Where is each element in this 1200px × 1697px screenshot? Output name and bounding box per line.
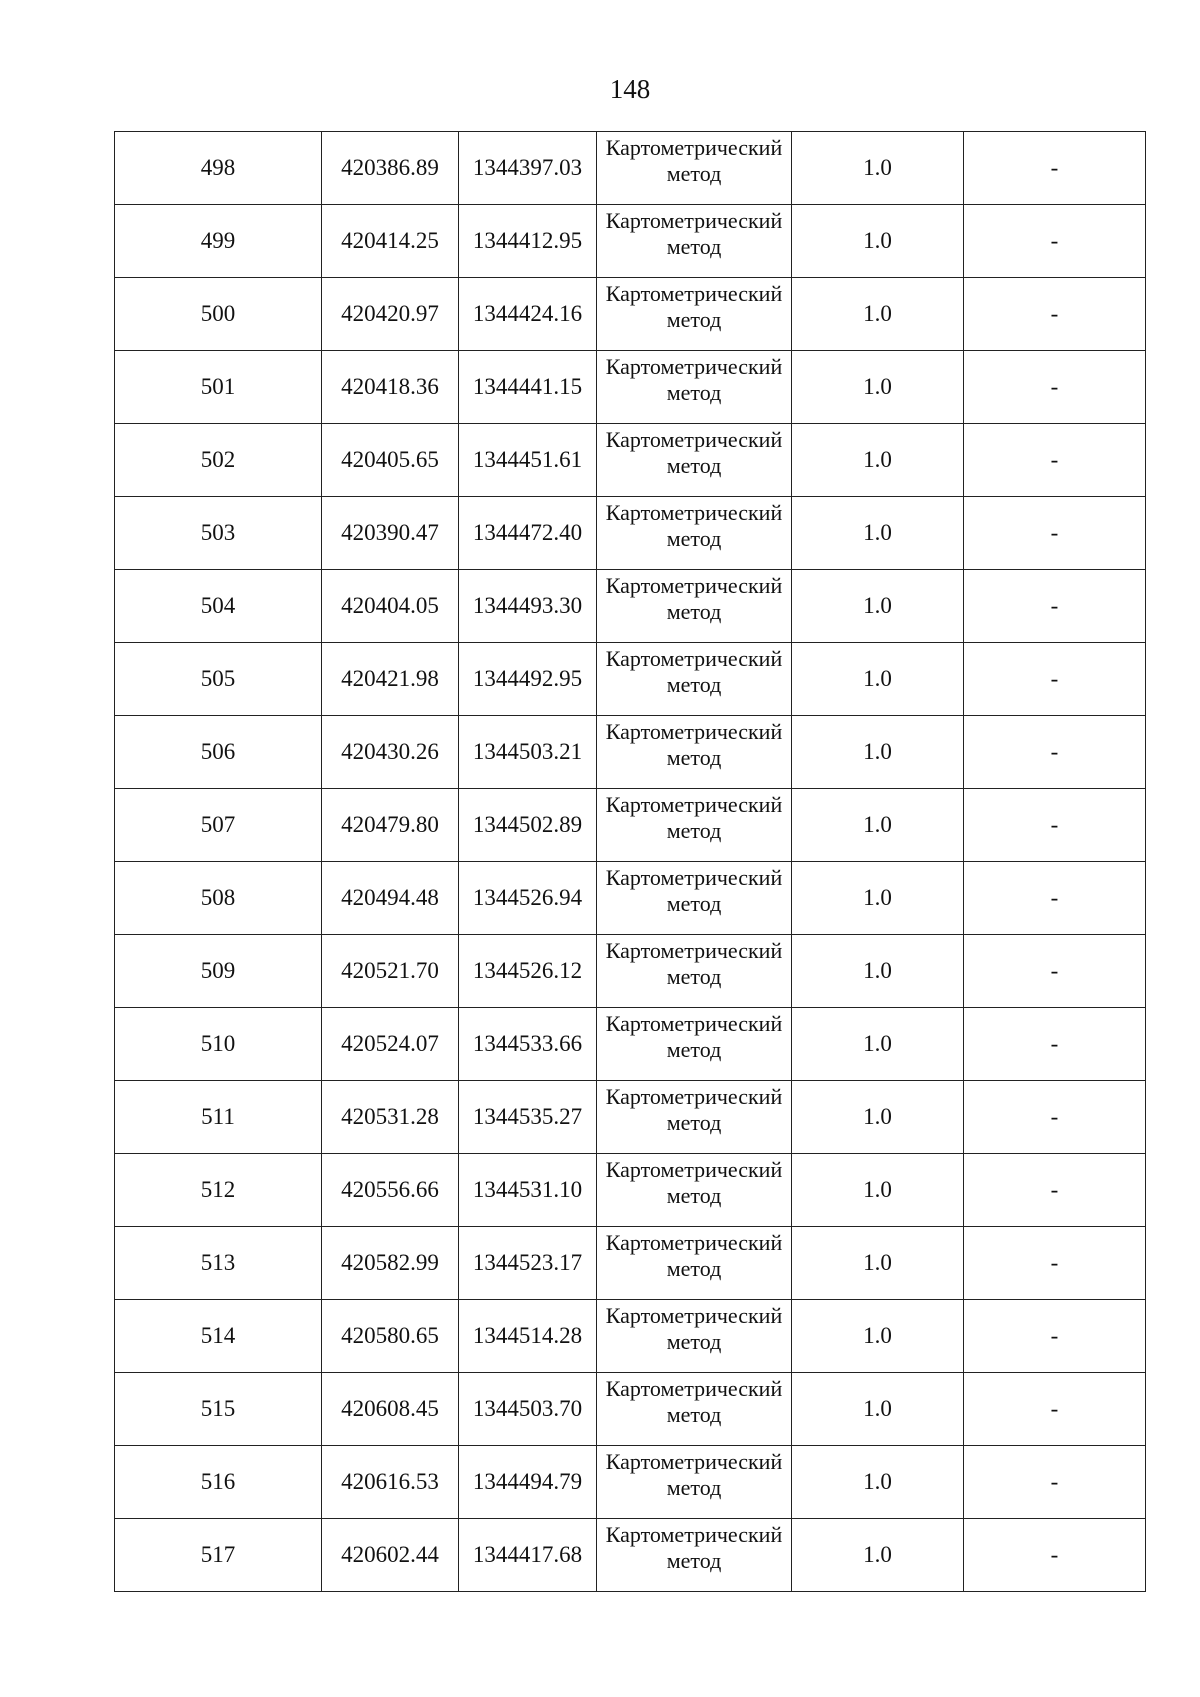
method-cell — [597, 1227, 792, 1300]
y-coordinate-cell: 1344397.03 — [459, 132, 597, 205]
method-cell — [597, 789, 792, 862]
x-coordinate-cell: 420616.53 — [322, 1446, 459, 1519]
table-row — [115, 1300, 1146, 1373]
point-number-cell: 515 — [115, 1373, 322, 1446]
method-text-line1: Картометрический — [605, 1376, 783, 1401]
x-coordinate-cell: 420494.48 — [322, 862, 459, 935]
method-cell — [597, 935, 792, 1008]
method-text-line1: Картометрический — [605, 865, 783, 890]
note-cell: - — [964, 132, 1146, 205]
table-row — [115, 278, 1146, 351]
method-cell — [597, 132, 792, 205]
method-text-line1: Картометрический — [605, 1449, 783, 1474]
method-text-line2: метод — [666, 1402, 722, 1427]
x-coordinate-cell: 420580.65 — [322, 1300, 459, 1373]
method-cell — [597, 497, 792, 570]
y-coordinate-cell: 1344417.68 — [459, 1519, 597, 1592]
x-coordinate-cell: 420405.65 — [322, 424, 459, 497]
table-row — [115, 789, 1146, 862]
method-text-line2: метод — [666, 1110, 722, 1135]
table-row — [115, 351, 1146, 424]
point-number-cell: 511 — [115, 1081, 322, 1154]
method-cell — [597, 862, 792, 935]
method-text-line1: Картометрический — [605, 208, 783, 233]
point-number-cell: 514 — [115, 1300, 322, 1373]
table-row — [115, 1519, 1146, 1592]
method-text-line1: Картометрический — [605, 1011, 783, 1036]
y-coordinate-cell: 1344503.21 — [459, 716, 597, 789]
x-coordinate-cell: 420602.44 — [322, 1519, 459, 1592]
method-text-line2: метод — [666, 745, 722, 770]
accuracy-cell: 1.0 — [792, 278, 964, 351]
y-coordinate-cell: 1344492.95 — [459, 643, 597, 716]
method-text-line1: Картометрический — [605, 1230, 783, 1255]
x-coordinate-cell: 420414.25 — [322, 205, 459, 278]
method-text-line1: Картометрический — [605, 281, 783, 306]
x-coordinate-cell: 420524.07 — [322, 1008, 459, 1081]
point-number-cell: 508 — [115, 862, 322, 935]
point-number-cell: 500 — [115, 278, 322, 351]
table-row — [115, 424, 1146, 497]
note-cell: - — [964, 1300, 1146, 1373]
method-text-line1: Картометрический — [605, 792, 783, 817]
accuracy-cell: 1.0 — [792, 497, 964, 570]
table-row — [115, 862, 1146, 935]
x-coordinate-cell: 420420.97 — [322, 278, 459, 351]
point-number-cell: 499 — [115, 205, 322, 278]
accuracy-cell: 1.0 — [792, 862, 964, 935]
x-coordinate-cell: 420531.28 — [322, 1081, 459, 1154]
accuracy-cell: 1.0 — [792, 789, 964, 862]
y-coordinate-cell: 1344472.40 — [459, 497, 597, 570]
note-cell: - — [964, 205, 1146, 278]
method-cell — [597, 278, 792, 351]
point-number-cell: 504 — [115, 570, 322, 643]
table-row — [115, 1373, 1146, 1446]
note-cell: - — [964, 1373, 1146, 1446]
note-cell: - — [964, 1081, 1146, 1154]
accuracy-cell: 1.0 — [792, 132, 964, 205]
method-text-line2: метод — [666, 161, 722, 186]
note-cell: - — [964, 935, 1146, 1008]
y-coordinate-cell: 1344494.79 — [459, 1446, 597, 1519]
accuracy-cell: 1.0 — [792, 643, 964, 716]
method-text-line1: Картометрический — [605, 1084, 783, 1109]
note-cell: - — [964, 1154, 1146, 1227]
accuracy-cell: 1.0 — [792, 351, 964, 424]
point-number-cell: 509 — [115, 935, 322, 1008]
method-text-line1: Картометрический — [605, 1522, 783, 1547]
y-coordinate-cell: 1344535.27 — [459, 1081, 597, 1154]
table-row — [115, 1154, 1146, 1227]
accuracy-cell: 1.0 — [792, 570, 964, 643]
note-cell: - — [964, 643, 1146, 716]
point-number-cell: 516 — [115, 1446, 322, 1519]
note-cell: - — [964, 570, 1146, 643]
note-cell: - — [964, 716, 1146, 789]
method-cell — [597, 1446, 792, 1519]
method-text-line2: метод — [666, 1256, 722, 1281]
method-cell — [597, 1300, 792, 1373]
accuracy-cell: 1.0 — [792, 424, 964, 497]
x-coordinate-cell: 420386.89 — [322, 132, 459, 205]
method-cell — [597, 1008, 792, 1081]
point-number-cell: 512 — [115, 1154, 322, 1227]
method-text-line1: Картометрический — [605, 135, 783, 160]
y-coordinate-cell: 1344526.12 — [459, 935, 597, 1008]
method-cell — [597, 570, 792, 643]
x-coordinate-cell: 420479.80 — [322, 789, 459, 862]
y-coordinate-cell: 1344502.89 — [459, 789, 597, 862]
method-text-line2: метод — [666, 234, 722, 259]
method-text-line2: метод — [666, 891, 722, 916]
point-number-cell: 513 — [115, 1227, 322, 1300]
method-text-line1: Картометрический — [605, 1303, 783, 1328]
y-coordinate-cell: 1344451.61 — [459, 424, 597, 497]
y-coordinate-cell: 1344412.95 — [459, 205, 597, 278]
method-text-line2: метод — [666, 599, 722, 624]
accuracy-cell: 1.0 — [792, 1373, 964, 1446]
accuracy-cell: 1.0 — [792, 205, 964, 278]
method-text-line2: метод — [666, 1037, 722, 1062]
note-cell: - — [964, 497, 1146, 570]
note-cell: - — [964, 1446, 1146, 1519]
method-text-line2: метод — [666, 818, 722, 843]
y-coordinate-cell: 1344531.10 — [459, 1154, 597, 1227]
note-cell: - — [964, 1008, 1146, 1081]
note-cell: - — [964, 862, 1146, 935]
y-coordinate-cell: 1344514.28 — [459, 1300, 597, 1373]
x-coordinate-cell: 420430.26 — [322, 716, 459, 789]
page-number: 148 — [609, 74, 651, 104]
point-number-cell: 498 — [115, 132, 322, 205]
y-coordinate-cell: 1344533.66 — [459, 1008, 597, 1081]
accuracy-cell: 1.0 — [792, 1081, 964, 1154]
note-cell: - — [964, 351, 1146, 424]
method-cell — [597, 1081, 792, 1154]
method-text-line1: Картометрический — [605, 938, 783, 963]
method-text-line2: метод — [666, 1475, 722, 1500]
method-cell — [597, 1373, 792, 1446]
method-text-line2: метод — [666, 1548, 722, 1573]
accuracy-cell: 1.0 — [792, 1446, 964, 1519]
point-number-cell: 506 — [115, 716, 322, 789]
table-row — [115, 1081, 1146, 1154]
note-cell: - — [964, 1227, 1146, 1300]
note-cell: - — [964, 278, 1146, 351]
method-text-line2: метод — [666, 1329, 722, 1354]
method-text-line1: Картометрический — [605, 646, 783, 671]
y-coordinate-cell: 1344526.94 — [459, 862, 597, 935]
x-coordinate-cell: 420556.66 — [322, 1154, 459, 1227]
y-coordinate-cell: 1344523.17 — [459, 1227, 597, 1300]
accuracy-cell: 1.0 — [792, 1519, 964, 1592]
accuracy-cell: 1.0 — [792, 1154, 964, 1227]
note-cell: - — [964, 789, 1146, 862]
table-row — [115, 935, 1146, 1008]
method-cell — [597, 1154, 792, 1227]
method-text-line2: метод — [666, 453, 722, 478]
method-text-line1: Картометрический — [605, 1157, 783, 1182]
x-coordinate-cell: 420390.47 — [322, 497, 459, 570]
method-cell — [597, 1519, 792, 1592]
method-text-line2: метод — [666, 307, 722, 332]
x-coordinate-cell: 420418.36 — [322, 351, 459, 424]
method-text-line2: метод — [666, 526, 722, 551]
x-coordinate-cell: 420582.99 — [322, 1227, 459, 1300]
table-row — [115, 643, 1146, 716]
accuracy-cell: 1.0 — [792, 1300, 964, 1373]
table-row — [115, 1008, 1146, 1081]
method-text-line2: метод — [666, 1183, 722, 1208]
accuracy-cell: 1.0 — [792, 716, 964, 789]
accuracy-cell: 1.0 — [792, 1227, 964, 1300]
note-cell: - — [964, 424, 1146, 497]
note-cell: - — [964, 1519, 1146, 1592]
table-row — [115, 570, 1146, 643]
x-coordinate-cell: 420404.05 — [322, 570, 459, 643]
y-coordinate-cell: 1344503.70 — [459, 1373, 597, 1446]
table-row — [115, 716, 1146, 789]
method-text-line1: Картометрический — [605, 719, 783, 744]
x-coordinate-cell: 420608.45 — [322, 1373, 459, 1446]
table-body — [115, 132, 1146, 1592]
x-coordinate-cell: 420421.98 — [322, 643, 459, 716]
method-cell — [597, 716, 792, 789]
method-cell — [597, 424, 792, 497]
point-number-cell: 503 — [115, 497, 322, 570]
method-text-line2: метод — [666, 672, 722, 697]
point-number-cell: 510 — [115, 1008, 322, 1081]
point-number-cell: 507 — [115, 789, 322, 862]
table-row — [115, 1227, 1146, 1300]
method-cell — [597, 205, 792, 278]
method-cell — [597, 643, 792, 716]
method-text-line1: Картометрический — [605, 427, 783, 452]
coordinates-table — [114, 131, 1146, 1592]
method-text-line2: метод — [666, 380, 722, 405]
x-coordinate-cell: 420521.70 — [322, 935, 459, 1008]
point-number-cell: 502 — [115, 424, 322, 497]
accuracy-cell: 1.0 — [792, 1008, 964, 1081]
point-number-cell: 501 — [115, 351, 322, 424]
table-row — [115, 205, 1146, 278]
table-row — [115, 132, 1146, 205]
method-text-line2: метод — [666, 964, 722, 989]
table-row — [115, 497, 1146, 570]
y-coordinate-cell: 1344424.16 — [459, 278, 597, 351]
accuracy-cell: 1.0 — [792, 935, 964, 1008]
method-text-line1: Картометрический — [605, 573, 783, 598]
y-coordinate-cell: 1344493.30 — [459, 570, 597, 643]
point-number-cell: 517 — [115, 1519, 322, 1592]
table-row — [115, 1446, 1146, 1519]
method-text-line1: Картометрический — [605, 354, 783, 379]
point-number-cell: 505 — [115, 643, 322, 716]
y-coordinate-cell: 1344441.15 — [459, 351, 597, 424]
method-text-line1: Картометрический — [605, 500, 783, 525]
method-cell — [597, 351, 792, 424]
